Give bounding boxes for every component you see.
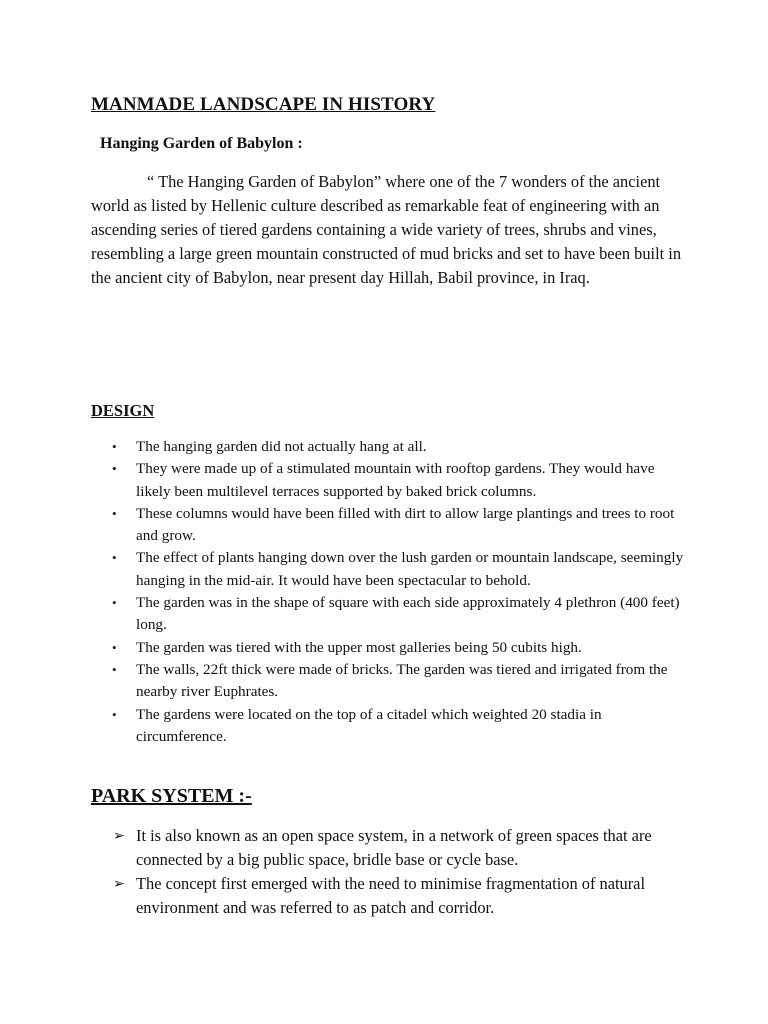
- list-item: [91, 436, 691, 458]
- bullet-icon: •: [112, 550, 117, 566]
- list-item-text: The walls, 22ft thick were made of bricks. The garden was tiered and irrigated from the nearby river Euphrates.: [136, 660, 668, 701]
- list-item: [91, 458, 691, 503]
- list-item-text: The concept first emerged with the need to minimise fragmentation of natural environment and was referred to as patch and corridor.: [136, 874, 646, 917]
- bullet-icon: •: [112, 595, 117, 611]
- list-item-text: The garden was tiered with the upper most galleries being 50 cubits high.: [136, 638, 582, 656]
- bullet-icon: •: [112, 439, 117, 454]
- list-item-text: The effect of plants hanging down over the lush garden or mountain landscape, seemingly hanging in the mid-air. It would have been spectacular to behold.: [136, 549, 684, 589]
- bullet-icon: •: [112, 639, 117, 655]
- arrowhead-bullet-icon: ➢: [113, 828, 125, 844]
- list-item: [91, 592, 691, 637]
- list-item: [91, 659, 691, 704]
- list-item-text: It is also known as an open space system, in a network of green spaces that are connected by a big public space, bridle base or cycle base.: [136, 826, 652, 869]
- design-heading: DESIGN: [91, 401, 155, 420]
- bullet-icon: •: [112, 661, 117, 677]
- list-item: [91, 503, 691, 548]
- list-item-text: The hanging garden did not actually hang at all.: [136, 438, 427, 455]
- list-item: [91, 824, 691, 872]
- list-item-text: The garden was in the shape of square with each side approximately 4 plethron (400 feet) long.: [136, 594, 680, 634]
- page-title: MANMADE LANDSCAPE IN HISTORY: [91, 94, 436, 115]
- design-bullet-list: [91, 436, 691, 748]
- list-item: [91, 637, 691, 659]
- arrowhead-bullet-icon: ➢: [113, 876, 125, 892]
- park-system-list: [91, 824, 691, 920]
- list-item-text: The gardens were located on the top of a citadel which weighted 20 stadia in circumference.: [136, 705, 602, 745]
- list-item: [91, 872, 691, 920]
- list-item: [91, 704, 691, 749]
- bullet-icon: •: [112, 461, 117, 477]
- intro-paragraph: “ The Hanging Garden of Babylon” where one of the 7 wonders of the ancient world as listed by Hellenic culture described as remarkable feat of engineering with an ascending series of tiered gardens containing a wide variety of trees, shrubs and vines, resembling a large green mountain constructed of mud bricks and set to have been built in the ancient city of Babylon, near present day Hillah, Babil province, in Iraq.: [91, 172, 682, 287]
- bullet-icon: •: [112, 505, 117, 521]
- list-item-text: These columns would have been filled with dirt to allow large plantings and trees to root and grow.: [136, 504, 675, 545]
- list-item: [91, 547, 691, 592]
- park-system-heading: PARK SYSTEM :-: [91, 785, 252, 807]
- list-item-text: They were made up of a stimulated mountain with rooftop gardens. They would have likely been multilevel terraces supported by baked brick columns.: [136, 460, 655, 500]
- bullet-icon: •: [112, 706, 117, 722]
- section-subtitle: Hanging Garden of Babylon :: [100, 135, 303, 152]
